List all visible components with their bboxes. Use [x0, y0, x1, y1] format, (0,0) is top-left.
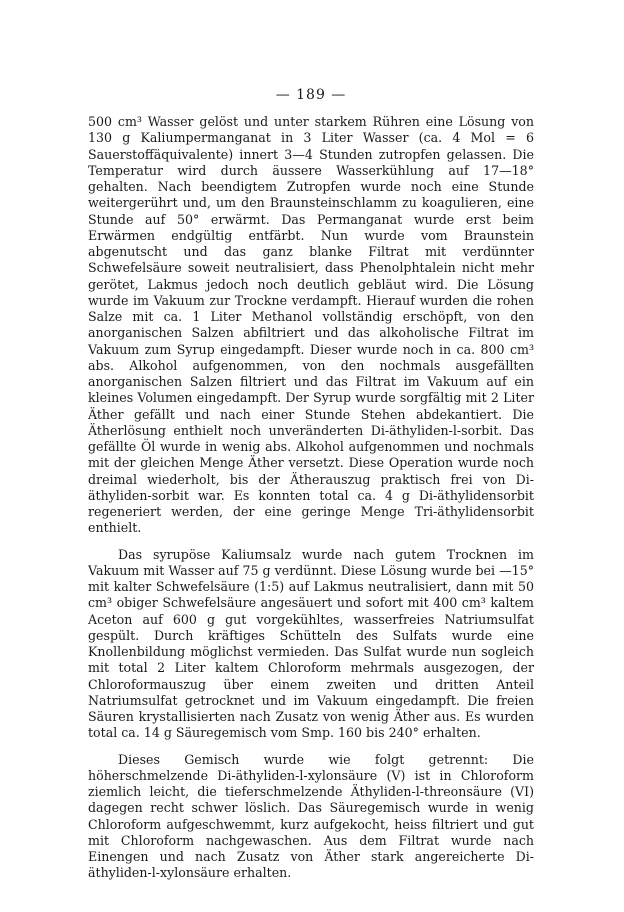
paragraph-separation: Dieses Gemisch wurde wie folgt getrennt: Die höherschmelzende Di-äthyliden-l-xylonsäure (V) ist in Chloroform ziemlich leicht, die tieferschmelzende Äthyliden-l-threonsäure (VI) dagegen recht schwer löslich. Das Säuregemisch wurde in wenig Chloroform aufgeschwemmt, kurz aufgekocht, heiss filtriert und gut mit Chloroform nachgewaschen. Aus dem Filtrat wurde nach Einengen und nach Zusatz von Äther stark angereicherte Di-äthyliden-l-xylonsäure erhalten. — [88, 751, 534, 881]
page-number: — 189 — — [275, 87, 347, 103]
document-page — [88, 86, 534, 882]
paragraph-oxidation-procedure: 500 cm³ Wasser gelöst und unter starkem Rühren eine Lösung von 130 g Kaliumpermanganat in 3 Liter Wasser (ca. 4 Mol = 6 Sauerstoffäquivalente) innert 3—4 Stunden zutropfen gelassen. Die Temperatur wird durch äussere Wasserkühlung auf 17—18° gehalten. Nach beendigtem Zutropfen wurde noch eine Stunde weitergerührt und, um den Braunsteinschlamm zu koagulieren, eine Stunde auf 50° erwärmt. Das Permanganat wurde erst beim Erwärmen endgültig entfärbt. Nun wurde vom Braunstein abgenutscht und das ganz blanke Filtrat mit verdünnter Schwefelsäure soweit neutralisiert, dass Phenolphtalein nicht mehr gerötet, Lakmus jedoch noch deutlich gebläut wird. Die Lösung wurde im Vakuum zur Trockne verdampft. Hierauf wurden die rohen Salze mit ca. 1 Liter Methanol vollständig erschöpft, von den anorganischen Salzen abfiltriert und das alkoholische Filtrat im Vakuum zum Syrup eingedampft. Dieser wurde noch in ca. 800 cm³ abs. Alkohol aufgenommen, von den nochmals ausgefällten anorganischen Salzen filtriert und das Filtrat im Vakuum auf ein kleines Volumen eingedampft. Der Syrup wurde sorgfältig mit 2 Liter Äther gefällt und nach einer Stunde Stehen abdekantiert. Die Ätherlösung enthielt noch unveränderten Di-äthyliden-l-sorbit. Das gefällte Öl wurde in wenig abs. Alkohol aufgenommen und nochmals mit der gleichen Menge Äther versetzt. Diese Operation wurde noch dreimal wiederholt, bis der Ätherauszug praktisch frei von Di-äthyliden-sorbit war. Es konnten total ca. 4 g Di-äthylidensorbit regeneriert werden, der eine geringe Menge Tri-äthylidensorbit enthielt. — [88, 114, 534, 536]
paragraph-acid-liberation: Das syrupöse Kaliumsalz wurde nach gutem Trocknen im Vakuum mit Wasser auf 75 g verdünnt. Diese Lösung wurde bei —15° mit kalter Schwefelsäure (1:5) auf Lakmus neutralisiert, dann mit 50 cm³ obiger Schwefelsäure angesäuert und sofort mit 400 cm³ kaltem Aceton auf 600 g gut vorgekühltes, wasserfreies Natriumsulfat gespült. Durch kräftiges Schütteln des Sulfats wurde eine Knollenbildung möglichst vermieden. Das Sulfat wurde nun sogleich mit total 2 Liter kaltem Chloroform mehrmals ausgezogen, der Chloroformauszug über einem zweiten und dritten Anteil Natriumsulfat getrocknet und im Vakuum eingedampft. Die freien Säuren krystallisierten nach Zusatz von wenig Äther aus. Es wurden total ca. 14 g Säuregemisch vom Smp. 160 bis 240° erhalten. — [88, 546, 534, 741]
